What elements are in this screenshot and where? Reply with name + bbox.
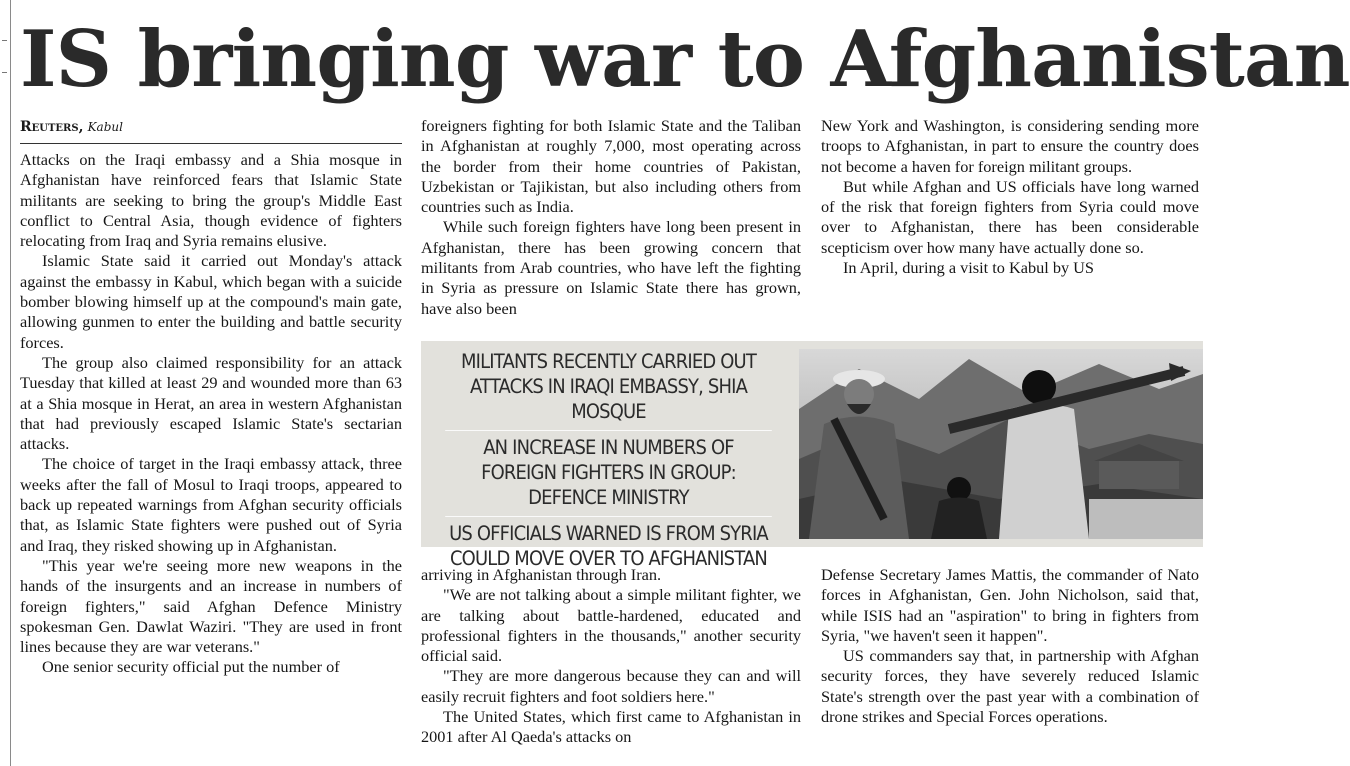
byline-agency: Reuters, xyxy=(20,119,84,135)
article-paragraph: One senior security official put the number of xyxy=(42,657,340,677)
headline: IS bringing war to Afghanistan xyxy=(20,14,1350,105)
article-paragraph: "They are more dangerous because they can and will easily recruit fighters and foot soldiers here." xyxy=(421,666,801,706)
article-paragraph: New York and Washington, is considering sending more troops to Afghanistan, in part to ensure the country does not become a haven for foreign militant groups. xyxy=(821,116,1199,176)
article-paragraph: Defense Secretary James Mattis, the commander of Nato forces in Afghanistan, Gen. John Nicholson, said that, while ISIS had an "aspiration" to bring in fighters from Syria, "we haven't seen it happen". xyxy=(821,565,1199,645)
highlight-item: AN INCREASE IN NUMBERS OF FOREIGN FIGHTERS IN GROUP: DEFENCE MINISTRY xyxy=(445,430,772,516)
article-paragraph: "This year we're seeing more new weapons in the hands of the insurgents and an increase in numbers of foreign fighters," said Afghan Defence Ministry spokesman Gen. Dawlat Waziri. "They are used in front lines because they are war veterans." xyxy=(20,555,402,657)
crop-mark xyxy=(2,72,7,73)
article-paragraph: In April, during a visit to Kabul by US xyxy=(843,258,1094,278)
article-column-3-top xyxy=(821,116,1199,318)
highlights-box xyxy=(421,341,1203,570)
page-edge-rule xyxy=(10,0,11,766)
militants-photo xyxy=(799,349,1203,539)
byline xyxy=(20,118,402,144)
highlight-item: MILITANTS RECENTLY CARRIED OUT ATTACKS IN IRAQI EMBASSY, SHIA MOSQUE xyxy=(461,350,756,423)
article-paragraph: Islamic State said it carried out Monday's attack against the embassy in Kabul, which began with a suicide bomber blowing himself up at the compound's main gate, allowing gunmen to enter the building and battle security forces. xyxy=(20,251,402,352)
article-paragraph: arriving in Afghanistan through Iran. xyxy=(421,565,662,584)
highlights-list xyxy=(431,345,786,577)
article-paragraph: foreigners fighting for both Islamic State and the Taliban in Afghanistan at roughly 7,000, most operating across the border from their home countries of Pakistan, Uzbekistan or Tajikistan, but also including others from countries such as India. xyxy=(421,116,801,217)
article-paragraph: While such foreign fighters have long been present in Afghanistan, there has been growing concern that militants from Arab countries, who have left the fighting in Syria as pressure on Islamic State there has grown, have also been xyxy=(421,217,801,318)
article-column-3-bottom xyxy=(821,565,1199,766)
byline-dateline: Kabul xyxy=(87,120,123,134)
article-paragraph: The choice of target in the Iraqi embassy attack, three weeks after the fall of Mosul to Iraqi troops, appeared to back up repeated warnings from Afghan security officials that, as Islamic State fighters were pushed out of Syria and Iraq, they risked showing up in Afghanistan. xyxy=(20,454,402,555)
militants-photo-illustration xyxy=(799,349,1203,539)
article-paragraph: But while Afghan and US officials have long warned of the risk that foreign fighters from Syria could move over to Afghanistan, there has been considerable scepticism over how many have actually done so. xyxy=(821,176,1199,257)
article-column-2-top xyxy=(421,116,801,318)
article-paragraph: The group also claimed responsibility for an attack Tuesday that killed at least 29 and wounded more than 63 at a Shia mosque in Herat, an area in western Afghanistan that had previously escaped Islamic State's sectarian attacks. xyxy=(20,352,402,454)
crop-mark xyxy=(2,40,7,41)
article-paragraph: "We are not talking about a simple militant fighter, we are talking about battle-hardened, educated and professional fighters in the thousands," another security official said. xyxy=(421,585,801,666)
article-column-1 xyxy=(20,150,402,766)
article-paragraph: Attacks on the Iraqi embassy and a Shia mosque in Afghanistan have reinforced fears that Islamic State militants are seeking to bring the group's Middle East conflict to Central Asia, though evidence of fighters relocating from Iraq and Syria remains elusive. xyxy=(20,150,402,251)
article-paragraph: US commanders say that, in partnership with Afghan security forces, they have severely reduced Islamic State's strength over the past year with a combination of drone strikes and Special Forces operations. xyxy=(821,646,1199,727)
article-paragraph: The United States, which first came to Afghanistan in 2001 after Al Qaeda's attacks on xyxy=(421,707,801,747)
article-column-2-bottom xyxy=(421,565,801,766)
highlight-item: US OFFICIALS WARNED IS FROM SYRIA COULD MOVE OVER TO AFGHANISTAN xyxy=(445,516,772,577)
